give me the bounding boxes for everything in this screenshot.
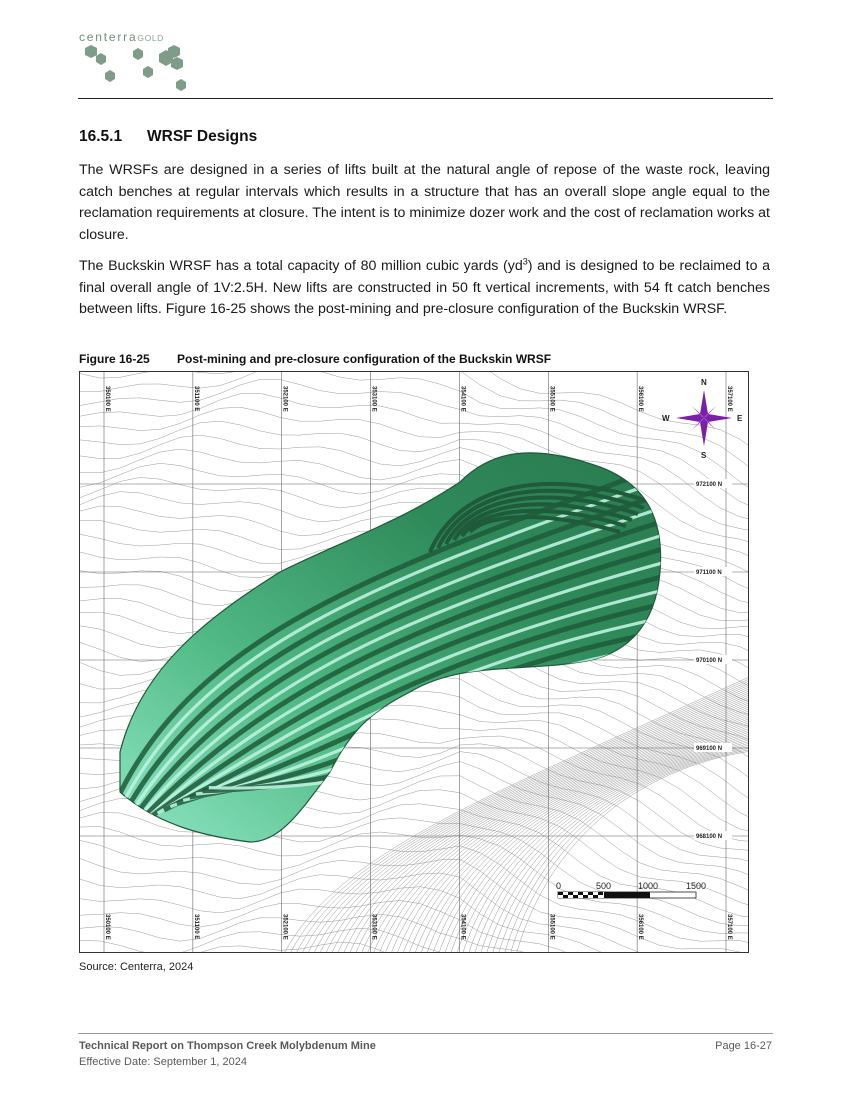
contour-line [80,379,749,510]
compass-e: E [737,414,743,423]
easting-label-top: 356100 E [637,386,644,412]
easting-label-top: 352100 E [281,386,288,412]
footer-rule [78,1033,773,1034]
figure-source: Source: Centerra, 2024 [79,961,194,973]
scale-label-0: 0 [556,881,562,891]
contour-line [80,393,749,521]
contour-line [80,914,749,953]
section-number: 16.5.1 [79,128,123,145]
northing-label: 968100 N [696,834,723,840]
paragraph-buckskin-wrsf: The Buckskin WRSF has a total capacity of 80 million cubic yards $(yd^3)$ and is designed to be reclaimed to a final overall angle of 1V:2.5H. New lifts are constructed in 50 ft vertical increments, with 54 ft catch benches between lifts. Figure 16-25 shows the post-mining and pre-closure configuration of the Buckskin WRSF. [79,256,770,318]
superscript-3: 3 [522,256,528,267]
contour-line [322,686,749,953]
contour-line [80,813,749,926]
easting-label-bottom: 355100 E [548,914,555,940]
contour-line [80,372,749,476]
wrsf-map [80,372,749,953]
northing-label: 969100 N [696,746,723,752]
figure-caption [79,352,551,366]
contour-line [466,734,749,953]
contour-line [478,738,749,953]
northing-label: 972100 N [696,482,723,488]
easting-label-top: 354100 E [459,386,466,412]
contour-line [346,694,749,953]
contour-line [80,928,749,953]
easting-label-top: 355100 E [548,386,555,412]
contour-line [460,732,749,953]
paragraph-wrsf-design: The WRSFs are designed in a series of lifts built at the natural angle of repose of the waste rock, leaving catch benches at regular intervals which results in a structure that has an overall slope angle equal to the reclamation requirements at closure. The intent is to minimize dozer work and the cost of reclamation works at closure. [79,162,770,243]
centerra-gold-logo [79,28,209,94]
section-title: WRSF Designs [147,128,258,145]
easting-label-bottom: 352100 E [281,914,288,940]
northing-label: 970100 N [696,658,723,664]
figure-title: Post-mining and pre-closure configuration of the Buckskin WRSF [177,352,552,366]
compass-s: S [701,451,707,460]
hexagon-cluster-icon [79,42,209,94]
easting-label-top: 350100 E [104,386,110,412]
header-rule [78,98,773,99]
easting-label-bottom: 353100 E [370,914,377,940]
northing-label: 971100 N [696,570,722,576]
scale-bar [556,881,706,898]
logo-suffix: GOLD [137,33,164,43]
easting-label-top: 351100 E [192,386,199,412]
compass-w: W [662,414,670,423]
footer-page-number: Page 16-27 [715,1040,772,1052]
easting-label-bottom: 350100 E [104,914,110,940]
easting-label-top: 353100 E [370,386,377,412]
contour-line [80,372,749,454]
contour-line [328,688,749,953]
contour-line [490,742,749,953]
easting-label-bottom: 354100 E [459,914,466,940]
contour-line [454,730,749,953]
scale-label-1000: 1000 [638,881,659,891]
compass-n: N [701,378,707,387]
section-heading [79,128,257,146]
contour-line [80,372,749,495]
contour-line [340,692,749,953]
easting-label-top: 357100 E [726,386,732,412]
contour-line [80,859,749,954]
easting-label-bottom: 351100 E [192,914,199,940]
figure-number: Figure 16-25 [79,352,150,366]
footer-report-title: Technical Report on Thompson Creek Molybdenum Mine [79,1040,376,1052]
scale-label-1500: 1500 [686,881,707,891]
contour-line [502,746,749,953]
scale-label-500: 500 [596,881,612,891]
logo-word: centerra [79,30,138,44]
wrsf-map-figure [79,371,749,953]
easting-label-bottom: 357100 E [726,914,732,940]
footer-effective-date: Effective Date: September 1, 2024 [79,1056,247,1068]
easting-label-bottom: 356100 E [637,914,644,940]
